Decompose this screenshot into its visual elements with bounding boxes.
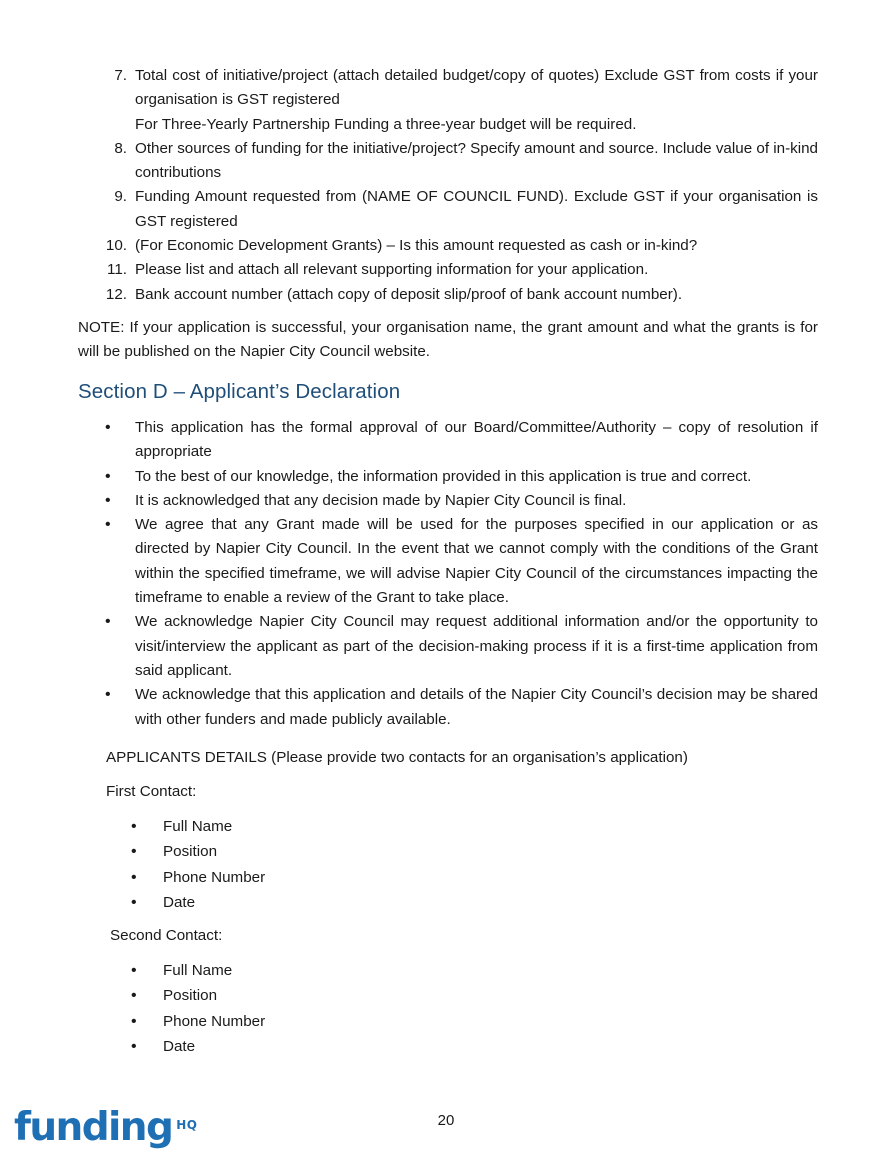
bullet-icon: • [131, 843, 137, 861]
list-item [106, 983, 265, 1008]
declaration-text: It is acknowledged that any decision made by Napier City Council is final. [135, 491, 627, 509]
list-item [78, 258, 818, 282]
list-item [78, 185, 818, 234]
item-text: Other sources of funding for the initiative/project? Specify amount and source. Include value of in-kind contributions [135, 139, 818, 182]
first-contact-fields [106, 814, 265, 915]
item-text: Funding Amount requested from (NAME OF COUNCIL FUND). Exclude GST if your organisation is GST registered [135, 188, 818, 230]
declaration-text: We acknowledge Napier City Council may request additional information and/or the opportunity to visit/interview the applicant as part of the decision-making process if it is a first-time application from said applicant. [135, 613, 818, 679]
bullet-icon: • [131, 987, 137, 1005]
bullet-icon: • [131, 893, 137, 911]
list-item [78, 234, 818, 258]
field-label: Full Name [163, 962, 233, 979]
list-item [78, 610, 818, 683]
item-number: 9. [114, 188, 127, 206]
list-item [106, 865, 265, 890]
item-text: (For Economic Development Grants) – Is this amount requested as cash or in-kind? [135, 237, 698, 255]
section-heading: Section D – Applicant’s Declaration [78, 380, 401, 403]
item-number: 11. [107, 261, 127, 279]
list-item [78, 283, 818, 307]
declaration-text: This application has the formal approval of our Board/Committee/Authority – copy of resolution if appropriate [135, 419, 818, 461]
page-number: 20 [437, 1112, 455, 1129]
item-number: 10. [105, 237, 127, 255]
publication-note: NOTE: If your application is successful, your organisation name, the grant amount and what the grants is for will be published on the Napier City Council website. [78, 319, 818, 361]
list-item [78, 64, 818, 137]
second-contact-fields [106, 958, 265, 1059]
declaration-text: We acknowledge that this application and details of the Napier City Council’s decision may be shared with other funders and made publicly available. [135, 686, 818, 728]
list-item [78, 489, 818, 513]
bullet-icon: • [131, 868, 137, 886]
list-item [106, 958, 265, 983]
field-label: Phone Number [163, 1012, 266, 1030]
bullet-icon: • [105, 686, 111, 704]
second-contact-label: Second Contact: [110, 927, 223, 944]
first-contact-label: First Contact: [106, 783, 197, 800]
bullet-icon: • [105, 613, 111, 631]
field-label: Position [163, 843, 218, 861]
item-text: Please list and attach all relevant supporting information for your application. [135, 261, 649, 279]
declaration-list [78, 416, 818, 732]
field-label: Date [163, 1037, 196, 1055]
numbered-requirements-list [78, 64, 818, 307]
applicants-details-heading: APPLICANTS DETAILS (Please provide two contacts for an organisation’s application) [106, 749, 688, 766]
bullet-icon: • [105, 467, 111, 485]
item-text: Total cost of initiative/project (attach detailed budget/copy of quotes) Exclude GST from costs if your organisation is GST registered [135, 67, 818, 109]
declaration-text: We agree that any Grant made will be used for the purposes specified in our application or as directed by Napier City Council. In the event that we cannot comply with the conditions of the Grant within the specified timeframe, we will advise Napier City Council of the circumstances impacting the timeframe to enable a review of the Grant to take place. [135, 516, 818, 607]
bullet-icon: • [105, 491, 111, 509]
list-item [78, 683, 818, 732]
list-item [78, 465, 818, 489]
list-item [106, 814, 265, 839]
field-label: Full Name [163, 818, 233, 835]
bullet-icon: • [131, 818, 137, 835]
item-text: For Three-Yearly Partnership Funding a three-year budget will be required. [135, 115, 637, 133]
bullet-icon: • [131, 962, 137, 979]
field-label: Position [163, 987, 218, 1005]
list-item [78, 137, 818, 186]
logo-wordmark: funding [14, 1105, 173, 1150]
item-number: 12. [105, 285, 127, 303]
list-item [106, 839, 265, 864]
bullet-icon: • [105, 516, 111, 534]
field-label: Phone Number [163, 868, 266, 886]
field-label: Date [163, 893, 196, 911]
item-text: Bank account number (attach copy of deposit slip/proof of bank account number). [135, 285, 683, 303]
list-item [106, 890, 265, 915]
list-item [106, 1009, 265, 1034]
bullet-icon: • [131, 1037, 137, 1055]
list-item [78, 416, 818, 465]
list-item [78, 513, 818, 610]
bullet-icon: • [105, 419, 111, 436]
list-item [106, 1034, 265, 1059]
item-number: 7. [114, 67, 127, 84]
bullet-icon: • [131, 1012, 137, 1030]
item-number: 8. [114, 139, 127, 157]
declaration-text: To the best of our knowledge, the information provided in this application is true and correct. [135, 467, 752, 485]
logo-suffix: HQ [176, 1118, 198, 1132]
